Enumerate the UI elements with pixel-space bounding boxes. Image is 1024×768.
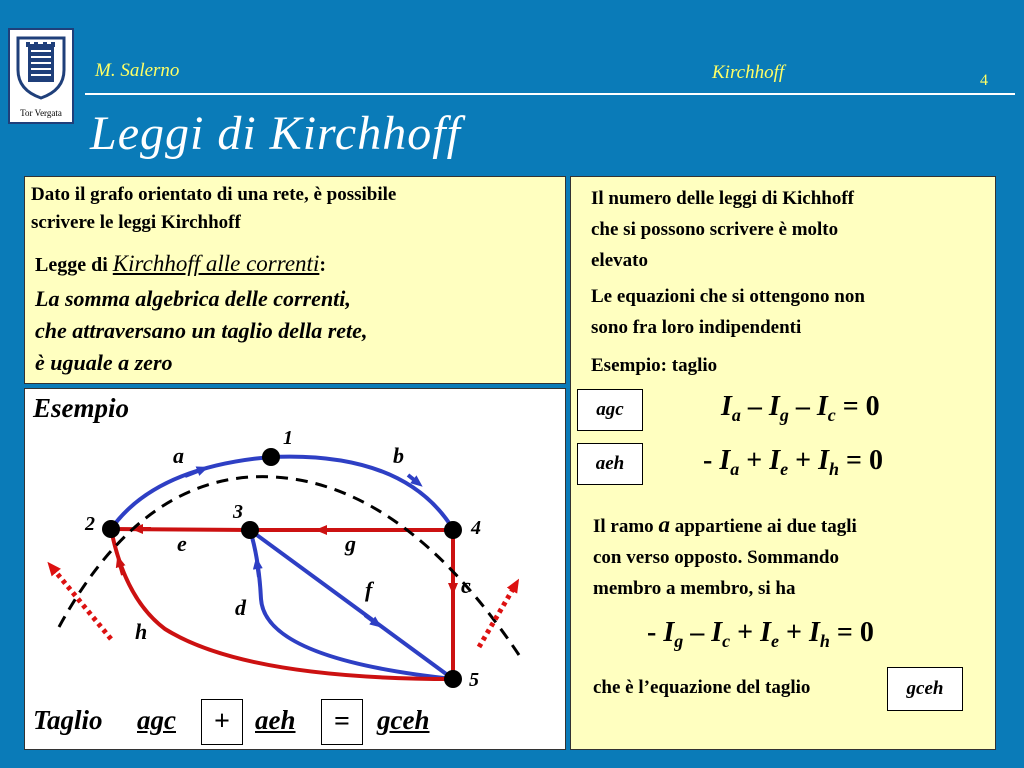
- intro-line-1: Dato il grafo orientato di una rete, è possibile: [31, 184, 397, 205]
- para2-line-1: Le equazioni che si ottengono non: [591, 286, 865, 307]
- cut-gceh-box: gceh: [887, 667, 963, 711]
- paragraph-independence: [591, 281, 865, 343]
- para1-line-3: elevato: [591, 250, 648, 271]
- cut-label: Taglio: [33, 705, 103, 735]
- oriented-graph: [25, 389, 565, 749]
- node-3: [241, 521, 259, 539]
- equation-sum: - $I_g - I_c + I_e + I_h = 0$: [647, 617, 874, 651]
- author-name: M. Salerno: [95, 60, 180, 81]
- node-label-4: 4: [471, 517, 481, 539]
- node-1: [262, 448, 280, 466]
- para1-line-1: Il numero delle leggi di Kichhoff: [591, 188, 855, 209]
- intro-line-2: scrivere le leggi Kirchhoff: [31, 212, 241, 233]
- statement-line-1: La somma algebrica delle correnti,: [35, 286, 351, 311]
- law-prefix: Legge di: [35, 254, 113, 276]
- law-heading: [35, 249, 326, 280]
- slide-title: Leggi di Kirchhoff: [90, 107, 461, 160]
- branch-b: [271, 457, 453, 529]
- branch-label-c: c: [461, 573, 471, 598]
- university-logo: [8, 28, 74, 124]
- branch-label-e: e: [177, 531, 187, 556]
- branch-label-h: h: [135, 619, 148, 644]
- node-label-3: 3: [233, 501, 243, 523]
- law-statement: [35, 283, 367, 379]
- cut-agc-label: agc: [137, 705, 176, 735]
- para4-line-2: con verso opposto. Sommando: [593, 547, 839, 568]
- tower-seal-icon: [10, 32, 72, 102]
- branch-label-a: a: [173, 443, 184, 468]
- statement-line-2: che attraversano un taglio della rete,: [35, 318, 368, 343]
- node-label-1: 1: [283, 427, 293, 449]
- equation-aeh: - $I_a + I_e + I_h = 0$: [703, 445, 883, 479]
- header-divider: [85, 93, 1015, 95]
- para4-line-3: membro a membro, si ha: [593, 578, 796, 599]
- law-suffix: :: [319, 254, 327, 276]
- node-5: [444, 670, 462, 688]
- cut-agc-box: agc: [577, 389, 643, 431]
- cut-gceh-label: gceh: [377, 705, 430, 735]
- branch-label-d: d: [235, 595, 246, 620]
- para2-line-2: sono fra loro indipendenti: [591, 317, 802, 338]
- equation-agc: $I_a - I_g - I_c = 0$: [721, 391, 880, 425]
- cut-direction-arrow-left: [55, 571, 111, 639]
- equals-box: =: [321, 699, 363, 745]
- law-name: Kirchhoff alle correnti: [112, 251, 320, 276]
- node-label-2: 2: [85, 513, 95, 535]
- branch-label-g: g: [345, 531, 356, 556]
- paragraph-branch-a: [593, 509, 857, 604]
- branch-a: [111, 457, 271, 529]
- paragraph-count: [591, 183, 854, 276]
- page-number: 4: [980, 72, 988, 89]
- cut-aeh-label: aeh: [255, 705, 296, 735]
- statement-line-3: è uguale a zero: [35, 350, 173, 375]
- node-2: [102, 520, 120, 538]
- example-heading: Esempio: [33, 393, 130, 423]
- logo-text: Tor Vergata: [20, 108, 62, 118]
- slide-topic: Kirchhoff: [712, 62, 785, 83]
- para1-line-2: che si possono scrivere è molto: [591, 219, 839, 240]
- cut-line: [59, 477, 519, 655]
- cut-aeh-box: aeh: [577, 443, 643, 485]
- kcl-definition-panel: [24, 176, 566, 384]
- conclusion-text: che è l’equazione del taglio: [593, 677, 811, 698]
- example-cut-text: Esempio: taglio: [591, 355, 718, 376]
- branch-label-f: f: [365, 577, 373, 602]
- plus-box: +: [201, 699, 243, 745]
- node-4: [444, 521, 462, 539]
- para4-line-1: Il ramo a appartiene ai due tagli: [593, 512, 857, 537]
- node-label-5: 5: [469, 669, 479, 691]
- intro-text: [31, 181, 396, 237]
- example-graph-panel: [24, 388, 566, 750]
- branch-label-b: b: [393, 443, 404, 468]
- equations-panel: [570, 176, 996, 750]
